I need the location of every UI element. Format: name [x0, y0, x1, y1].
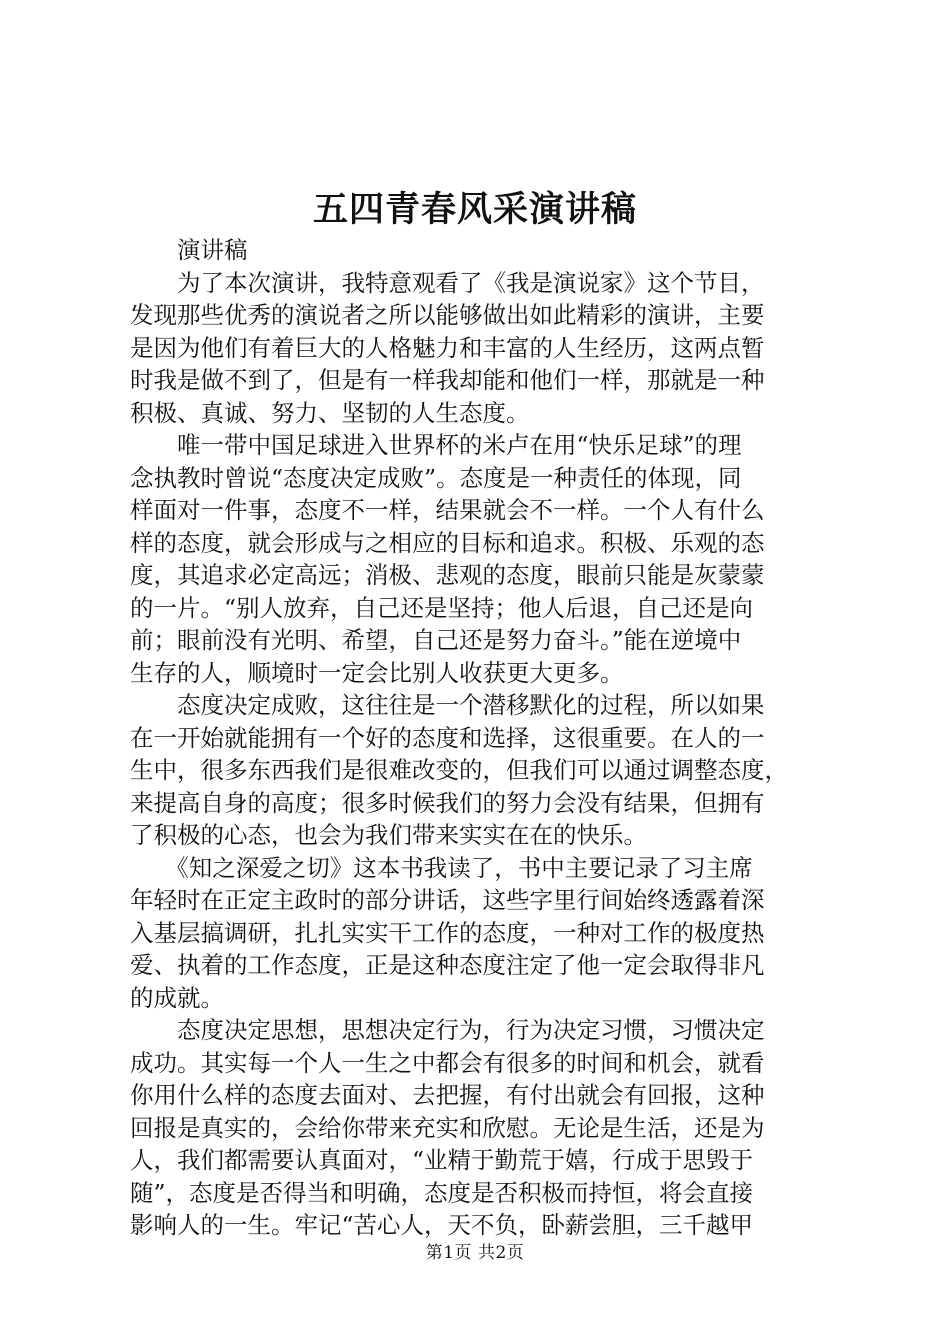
text-line: 样面对一件事，态度不一样，结果就会不一样。一个人有什么: [130, 496, 765, 524]
text-line: 演讲稿: [130, 236, 248, 264]
text-line: 发现那些优秀的演说者之所以能够做出如此精彩的演讲，主要: [130, 301, 765, 329]
text-line: 的一片。“别人放弃，自己还是坚持；他人后退，自己还是向: [130, 593, 754, 622]
text-line: 爱、执着的工作态度，正是这种态度注定了他一定会取得非凡: [130, 951, 765, 979]
text-line: 时我是做不到了，但是有一样我却能和他们一样，那就是一种: [130, 366, 765, 394]
text-line: 随”，态度是否得当和明确，态度是否积极而持恒，将会直接: [130, 1178, 754, 1207]
text-line: 影响人的一生。牢记“苦心人，天不负，卧薪尝胆，三千越甲: [130, 1211, 754, 1239]
document-body: [130, 234, 830, 1242]
document-title: 五四青春风采演讲稿: [312, 189, 637, 230]
text-line: 成功。其实每一个人一生之中都会有很多的时间和机会，就看: [130, 1048, 765, 1077]
text-line: 态度决定思想，思想决定行为，行为决定习惯，习惯决定: [130, 1016, 765, 1044]
text-line: 积极、真诚、努力、坚韧的人生态度。: [130, 398, 530, 427]
text-line: 是因为他们有着巨大的人格魅力和丰富的人生经历，这两点暂: [130, 333, 765, 362]
text-line: 生中，很多东西我们是很难改变的，但我们可以通过调整态度，: [130, 756, 788, 784]
page-number-footer: 第1页 共2页: [425, 1243, 525, 1263]
text-line: 前；眼前没有光明、希望，自己还是努力奋斗。”能在逆境中: [130, 626, 742, 654]
text-line: 为了本次演讲，我特意观看了《我是演说家》这个节目，: [130, 268, 765, 297]
text-line: 度，其追求必定高远；消极、悲观的态度，眼前只能是灰蒙蒙: [130, 561, 765, 589]
text-line: 入基层搞调研，扎扎实实干工作的态度，一种对工作的极度热: [130, 918, 765, 947]
text-line: 人，我们都需要认真面对，“业精于勤荒于嬉，行成于思毁于: [130, 1146, 754, 1174]
text-line: 来提高自身的高度；很多时候我们的努力会没有结果，但拥有: [130, 788, 765, 817]
text-line: 在一开始就能拥有一个好的态度和选择，这很重要。在人的一: [130, 723, 765, 752]
text-line: 态度决定成败，这往往是一个潜移默化的过程，所以如果: [130, 691, 765, 719]
text-line: 你用什么样的态度去面对、去把握，有付出就会有回报，这种: [130, 1081, 765, 1109]
text-line: 的成就。: [130, 983, 224, 1012]
text-line: 《知之深爱之切》这本书我读了，书中主要记录了习主席: [130, 853, 753, 882]
text-line: 生存的人，顺境时一定会比别人收获更大更多。: [130, 658, 624, 687]
text-line: 了积极的心态，也会为我们带来实实在在的快乐。: [130, 821, 647, 849]
text-line: 年轻时在正定主政时的部分讲话，这些字里行间始终透露着深: [130, 886, 765, 914]
text-line: 唯一带中国足球进入世界杯的米卢在用“快乐足球”的理: [130, 431, 742, 459]
text-line: 样的态度，就会形成与之相应的目标和追求。积极、乐观的态: [130, 528, 765, 557]
text-line: 念执教时曾说“态度决定成败”。态度是一种责任的体现，同: [130, 463, 742, 492]
text-line: 回报是真实的，会给你带来充实和欣慰。无论是生活，还是为: [130, 1113, 765, 1142]
